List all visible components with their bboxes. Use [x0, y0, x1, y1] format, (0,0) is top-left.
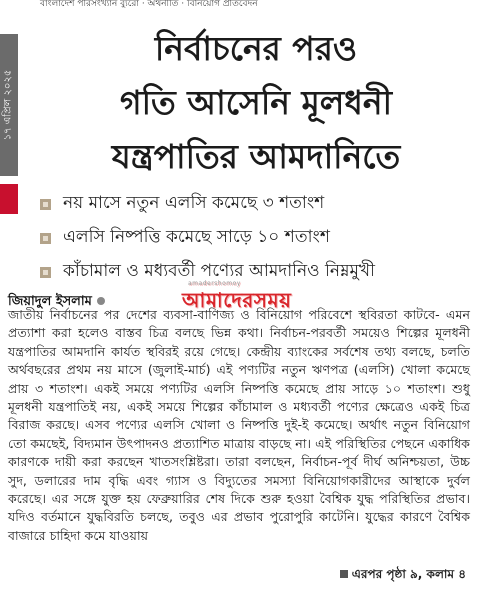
byline-dot-icon: [97, 297, 105, 305]
headline: [40, 22, 472, 184]
continuation-text: এরপর পৃষ্ঠা ৯, কলাম ৪: [351, 567, 466, 581]
headline-line-1: নির্বাচনের পরও: [154, 29, 358, 68]
deck-text: এলসি নিষ্পত্তি কমেছে সাড়ে ১০ শতাংশ: [63, 227, 330, 247]
deck-item: [40, 221, 476, 255]
deck-text: কাঁচামাল ও মধ্যবর্তী পণ্যের আমদানিও নিম্নমুখী: [63, 261, 375, 281]
byline: জিয়াদুল ইসলাম: [8, 294, 92, 309]
bullet-square-icon: [40, 267, 51, 278]
date-label: ১৭ এপ্রিল ২০২৫: [2, 69, 14, 141]
deck-text: নয় মাসে নতুন এলসি কমেছে ৩ শতাংশ: [63, 193, 325, 213]
date-tab-marker: [0, 184, 18, 214]
article-body: জাতীয় নির্বাচনের পর দেশের ব্যবসা-বাণিজ্য ও বিনিয়োগ পরিবেশে স্থবিরতা কাটবে- এমন প্রত্যাশা করা হলেও বাস্তব চিত্র বলছে ভিন্ন কথা। নির্বাচন-পরবর্তী সময়েও শিল্পের মূলধনী যন্ত্রপাতির আমদানি কার্যত স্থবিরই রয়ে গেছে। কেন্দ্রীয় ব্যাংকের সর্বশেষ তথ্য বলছে, চলতি অর্থবছরের প্রথম নয় মাসে (জুলাই-মার্চ) এই পণ্যটির নতুন ঋণপত্র (এলসি) খোলা কমেছে প্রায় ৩ শতাংশ। একই সময়ে পণ্যটির এলসি নিষ্পত্তি কমেছে প্রায় সাড়ে ১০ শতাংশ। শুধু মূলধনী যন্ত্রপাতিই নয়, একই সময়ে শিল্পের কাঁচামাল ও মধ্যবর্তী পণ্যের ক্ষেত্রেও একই চিত্র বিরাজ করছে। এসব পণ্যের এলসি খোলা ও নিষ্পত্তি দুই-ই কমেছে। অর্থাৎ নতুন বিনিয়োগ তো কমছেই, বিদ্যমান উৎপাদনও প্রত্যাশিত মাত্রায় বাড়ছে না। এই পরিস্থিতির পেছনে একাধিক কারণকে দায়ী করা করছেন খাতসংশ্লিষ্টরা। তারা বলছেন, নির্বাচন-পূর্ব দীর্ঘ অনিশ্চয়তা, উচ্চ সুদ, ডলারের দাম বৃদ্ধি এবং গ্যাস ও বিদ্যুতের সমস্যা বিনিয়োগকারীদের আস্থাকে দুর্বল করেছে। এর সঙ্গে যুক্ত হয় ফেব্রুয়ারির শেষ দিকে শুরু হওয়া বৈশ্বিক যুদ্ধ পরিস্থিতির প্রভাব। যদিও বর্তমানে যুদ্ধবিরতি চলছে, তবুও এর প্রভাব পুরোপুরি কাটেনি। যুদ্ধের কারণে বৈশ্বিক বাজারে চাহিদা কমে যাওয়ায়: [8, 307, 470, 543]
top-strip-text: বাংলাদেশ পরিসংখ্যান ব্যুরো · অর্থনীতি · বিনিয়োগ প্রতিবেদন: [40, 0, 258, 9]
date-tab: [0, 34, 18, 176]
headline-line-3: যন্ত্রপাতির আমদানিতে: [111, 137, 401, 176]
continuation-square-icon: [340, 570, 348, 578]
deck-list: [40, 187, 476, 289]
continuation-note[interactable]: [340, 566, 466, 586]
logo-text: আমাদেরসময়: [182, 288, 292, 312]
deck-item: [40, 187, 476, 221]
deck-item: [40, 255, 476, 289]
bullet-square-icon: [40, 233, 51, 244]
headline-line-2: গতি আসেনি মূলধনী: [119, 83, 393, 122]
bullet-square-icon: [40, 199, 51, 210]
logo-small-text: amadershomoy: [188, 280, 241, 287]
